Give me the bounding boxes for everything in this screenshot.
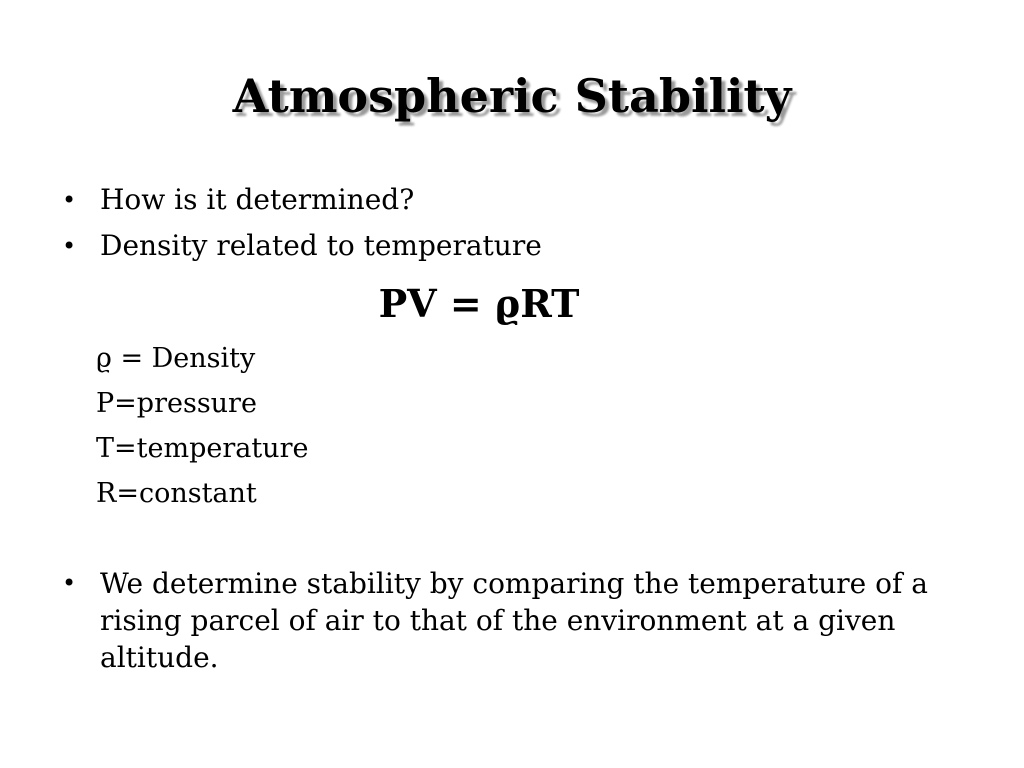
- definition-density: ϱ = Density: [96, 343, 256, 374]
- bullet-dot-icon: •: [62, 186, 77, 214]
- bullet-text: How is it determined?: [100, 183, 415, 216]
- bullet-dot-icon: •: [62, 232, 77, 260]
- definition-temperature: T=temperature: [96, 433, 309, 464]
- gas-law-formula: PV = ϱRT: [378, 281, 580, 326]
- closing-bullet-text: We determine stability by comparing the temperature of a rising parcel of air to that of the environment at a given altitude.: [100, 567, 928, 674]
- slide-title: Atmospheric Stability: [232, 69, 792, 123]
- bullet-text: Density related to temperature: [100, 229, 542, 262]
- definition-constant: R=constant: [96, 478, 257, 509]
- definition-pressure: P=pressure: [96, 388, 257, 419]
- bullet-dot-icon: •: [62, 569, 77, 597]
